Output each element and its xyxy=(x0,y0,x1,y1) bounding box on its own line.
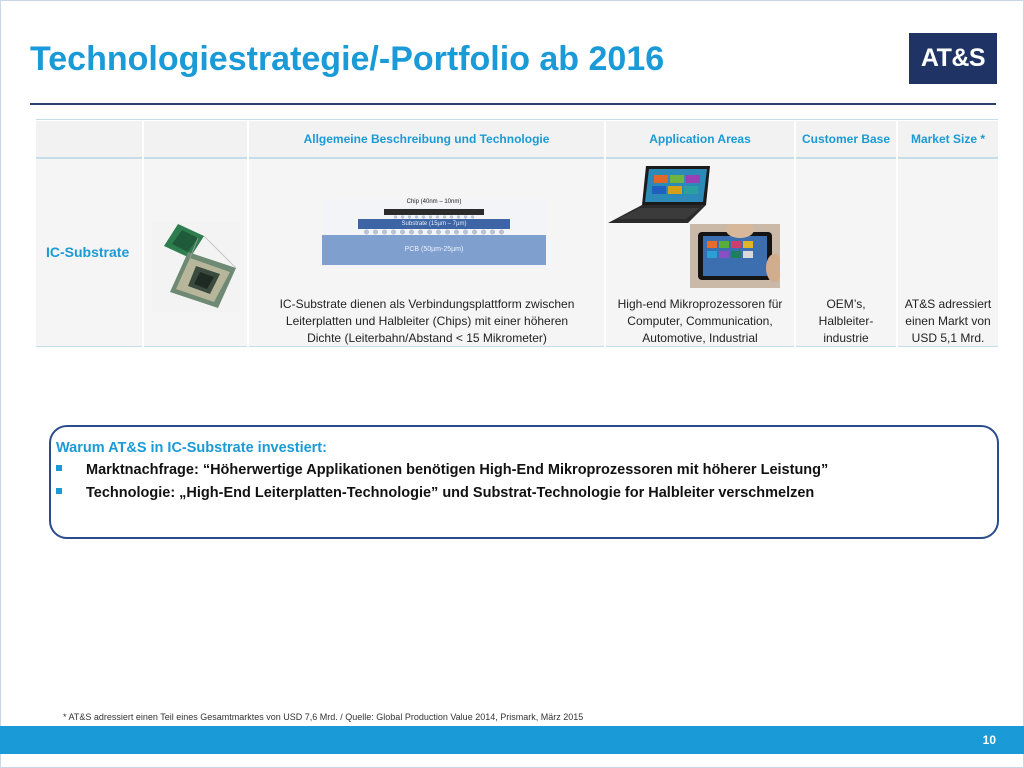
header-description: Allgemeine Beschreibung und Technologie xyxy=(303,132,550,146)
diagram-substrate-layer: Substrate (15µm – 7µm) xyxy=(358,219,510,229)
bullet-text: Technologie: „High-End Leiterplatten-Technologie” und Substrat-Technologie for Halbleiter verschmelzen xyxy=(86,485,815,501)
market-line: AT&S adressiert xyxy=(904,297,992,311)
customer-line: industrie xyxy=(823,331,869,345)
footnote: * AT&S adressiert einen Teil eines Gesamtmarktes von USD 7,6 Mrd. / Quelle: Global Production Value 2014, Prismark, März 2015 xyxy=(63,712,584,722)
description-line: IC-Substrate dienen als Verbindungsplattform zwischen xyxy=(279,297,575,311)
customer-line: OEM’s, xyxy=(826,297,866,311)
diagram-pcb-layer: PCB (50µm-25µm) xyxy=(322,235,546,265)
bullet-square-icon xyxy=(56,465,62,471)
header-market-size: Market Size * xyxy=(910,132,986,146)
ic-substrate-photo xyxy=(152,222,240,312)
application-line: Computer, Communication, xyxy=(627,314,773,328)
callout-bullet xyxy=(56,485,814,501)
customer-line: Halbleiter- xyxy=(818,314,874,328)
bullet-square-icon xyxy=(56,488,62,494)
bullet-text: Marktnachfrage: “Höherwertige Applikationen benötigen High-End Mikroprozessoren mit höherer Leistung” xyxy=(86,462,829,478)
customer-text xyxy=(796,296,896,347)
application-text xyxy=(606,296,794,347)
header-customer-base: Customer Base xyxy=(801,132,891,146)
slide-title: Technologiestrategie/-Portfolio ab 2016 xyxy=(30,40,665,78)
substrate-layer-diagram xyxy=(322,199,546,267)
market-line: einen Markt von xyxy=(905,314,991,328)
page-number: 10 xyxy=(982,733,996,747)
description-line: Leiterplatten und Halbleiter (Chips) mit einer höheren xyxy=(285,314,569,328)
column-divider xyxy=(142,121,144,347)
row-label-ic-substrate: IC-Substrate xyxy=(46,244,130,260)
title-divider xyxy=(30,103,996,105)
ats-logo: AT&S xyxy=(909,33,997,84)
market-line: USD 5,1 Mrd. xyxy=(911,331,985,345)
table-top-rule xyxy=(36,119,998,120)
market-text xyxy=(898,296,998,347)
diagram-chip-label: Chip (40nm – 10nm) xyxy=(406,199,462,205)
laptop-photo xyxy=(606,163,712,225)
application-line: High-end Mikroprozessoren für xyxy=(617,297,783,311)
description-line: Dichte (Leiterbahn/Abstand < 15 Mikrometer) xyxy=(307,331,547,345)
header-application-areas: Application Areas xyxy=(649,132,751,146)
description-text xyxy=(256,296,598,347)
tablet-photo xyxy=(690,224,780,288)
application-line: Automotive, Industrial xyxy=(642,331,758,345)
callout-bullet xyxy=(56,462,828,478)
callout-title: Warum AT&S in IC-Substrate investiert: xyxy=(56,440,327,456)
footer-bar xyxy=(0,726,1024,754)
